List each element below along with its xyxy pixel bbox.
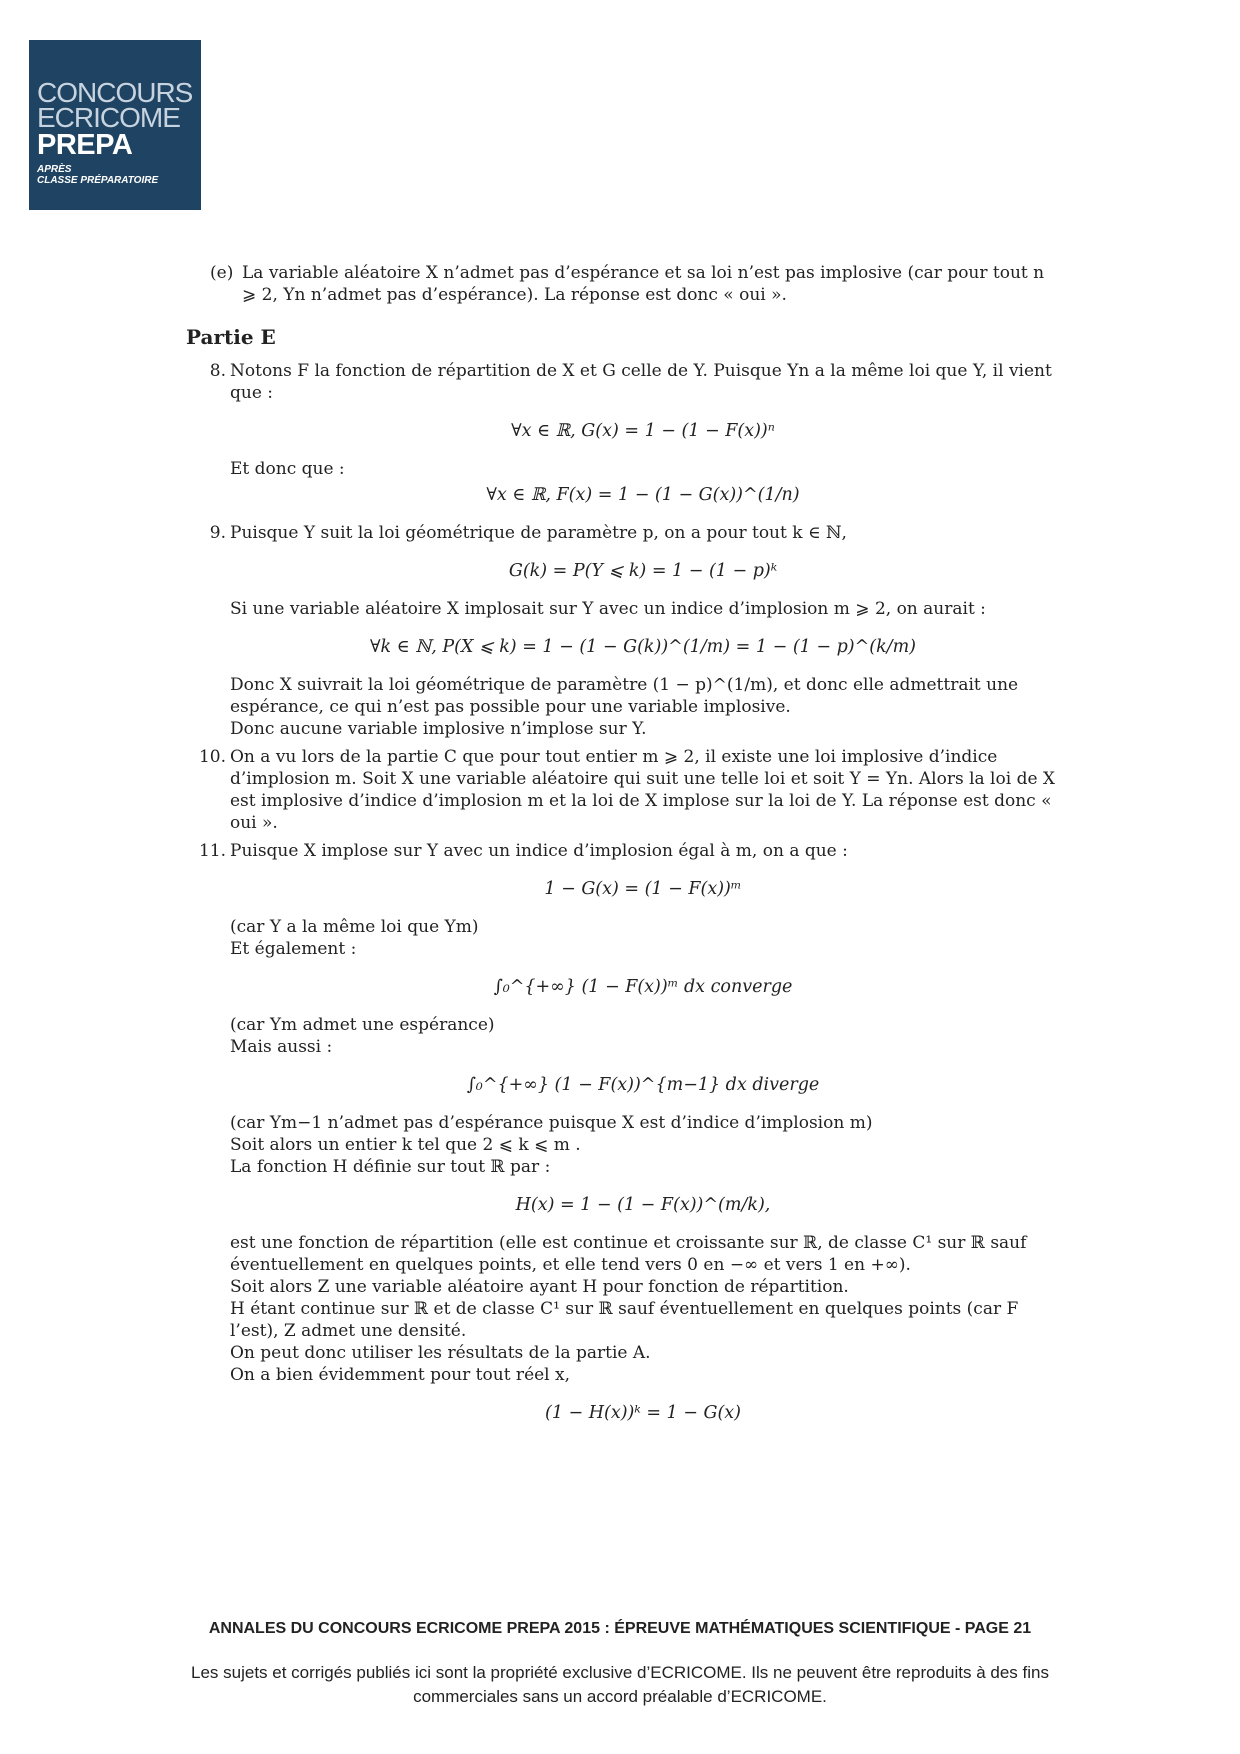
footer-copyright: Les sujets et corrigés publiés ici sont la propriété exclusive d’ECRICOME. Ils ne peuvent être reproduits à des fins commerciales sans un accord préalable d’ECRICOME. [191, 1663, 1049, 1706]
question-9-equation-1: G(k) = P(Y ⩽ k) = 1 − (1 − p)ᵏ [508, 561, 778, 581]
question-11-number: 11. [198, 841, 226, 861]
question-11-text-13: On a bien évidemment pour tout réel x, [230, 1365, 571, 1385]
question-11-text-10: Soit alors Z une variable aléatoire ayant H pour fonction de répartition. [230, 1277, 849, 1297]
question-8-equation-2: ∀x ∈ ℝ, F(x) = 1 − (1 − G(x))^(1/n) [486, 485, 800, 505]
question-11-text: Puisque X implose sur Y avec un indice d’implosion égal à m, on a que : [230, 841, 848, 861]
question-8-number: 8. [209, 361, 226, 381]
question-11-text-8: La fonction H définie sur tout ℝ par : [230, 1157, 551, 1177]
question-11-text-7: Soit alors un entier k tel que 2 ⩽ k ⩽ m . [230, 1135, 581, 1155]
question-11-text-5: Mais aussi : [230, 1037, 333, 1057]
question-11-equation-1: 1 − G(x) = (1 − F(x))ᵐ [544, 879, 742, 899]
logo-line-ecricome: ECRICOME [37, 102, 180, 133]
question-10-text: On a vu lors de la partie C que pour tout entier m ⩾ 2, il existe une loi implosive d’indice d’implosion m. Soit X une variable aléatoire qui suit une telle loi et soit Y = Yn. Alors la loi de X est implosive d’indice d’implosion m et la loi de X implose sur la loi de Y. La réponse est donc « oui ». [230, 747, 1056, 833]
ecricome-logo [29, 40, 201, 210]
question-11-text-2: (car Y a la même loi que Ym) [230, 917, 479, 937]
question-9-text: Puisque Y suit la loi géométrique de paramètre p, on a pour tout k ∈ ℕ, [230, 523, 847, 543]
question-9 [186, 522, 1056, 740]
item-e-label: (e) [210, 263, 234, 283]
question-8 [186, 360, 1056, 506]
question-11-equation-5: (1 − H(x))ᵏ = 1 − G(x) [545, 1403, 741, 1423]
question-10 [186, 746, 1056, 834]
question-9-number: 9. [209, 523, 226, 543]
question-8-text-2: Et donc que : [230, 459, 345, 479]
question-11-text-4: (car Ym admet une espérance) [230, 1015, 495, 1035]
logo-line-prepa: PREPA [37, 129, 133, 161]
footer-title: ANNALES DU CONCOURS ECRICOME PREPA 2015 : ÉPREUVE MATHÉMATIQUES SCIENTIFIQUE - PAGE 21 [208, 1620, 1032, 1637]
item-e [186, 262, 1056, 306]
question-10-number: 10. [198, 747, 226, 767]
question-9-text-4: Donc aucune variable implosive n’implose sur Y. [230, 719, 647, 739]
question-11-equation-2: ∫₀^{+∞} (1 − F(x))ᵐ dx converge [493, 977, 793, 997]
part-title: Partie E [186, 325, 276, 349]
question-9-text-2: Si une variable aléatoire X implosait sur Y avec un indice d’implosion m ⩾ 2, on aurait : [230, 599, 986, 619]
question-11-text-6: (car Ym−1 n’admet pas d’espérance puisque X est d’indice d’implosion m) [230, 1113, 873, 1133]
logo-line-concours: CONCOURS [37, 77, 193, 108]
question-11 [186, 840, 1056, 1424]
question-9-equation-2: ∀k ∈ ℕ, P(X ⩽ k) = 1 − (1 − G(k))^(1/m) = 1 − (1 − p)^(k/m) [369, 637, 917, 657]
document-body [186, 262, 1056, 1440]
question-11-text-11: H étant continue sur ℝ et de classe C¹ sur ℝ sauf éventuellement en quelques points (car F l’est), Z admet une densité. [230, 1299, 1019, 1341]
question-11-text-12: On peut donc utiliser les résultats de la partie A. [230, 1343, 651, 1363]
question-8-equation-1: ∀x ∈ ℝ, G(x) = 1 − (1 − F(x))ⁿ [511, 421, 775, 441]
question-8-text: Notons F la fonction de répartition de X et G celle de Y. Puisque Yn a la même loi que Y, il vient que : [230, 361, 1052, 403]
question-11-equation-3: ∫₀^{+∞} (1 − F(x))^{m−1} dx diverge [466, 1075, 820, 1095]
item-e-text: La variable aléatoire X n’admet pas d’espérance et sa loi n’est pas implosive (car pour tout n ⩾ 2, Yn n’admet pas d’espérance). La réponse est donc « oui ». [242, 263, 1045, 305]
question-9-text-3: Donc X suivrait la loi géométrique de paramètre (1 − p)^(1/m), et donc elle admettrait une espérance, ce qui n’est pas possible pour une variable implosive. [230, 675, 1019, 717]
logo-line-apres: APRÈS [37, 164, 72, 175]
logo-line-classe: CLASSE PRÉPARATOIRE [37, 175, 159, 186]
question-11-equation-4: H(x) = 1 − (1 − F(x))^(m/k), [515, 1195, 771, 1215]
question-11-text-9: est une fonction de répartition (elle est continue et croissante sur ℝ, de classe C¹ sur ℝ sauf éventuellement en quelques points, et elle tend vers 0 en −∞ et vers 1 en +∞). [230, 1233, 1027, 1275]
question-11-text-3: Et également : [230, 939, 357, 959]
